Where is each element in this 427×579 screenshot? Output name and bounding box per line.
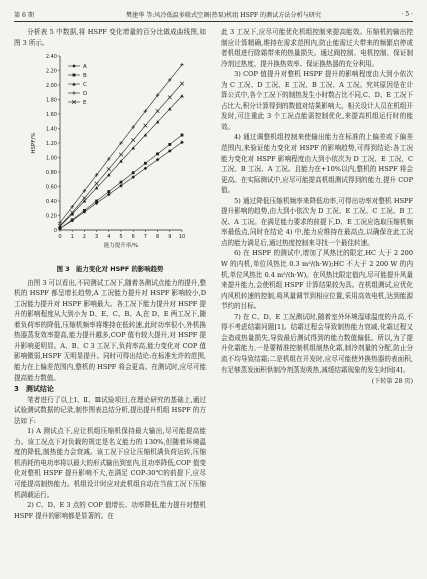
section-heading: 3 测试结论: [14, 385, 54, 394]
x-tick-label: 0: [58, 234, 62, 241]
hspf-line-chart: [14, 50, 206, 254]
figure-caption: 图 3 能力变化对 HSPF 的影响趋势: [56, 265, 164, 274]
x-tick-label: 10: [178, 234, 186, 241]
x-tick-label: 1: [70, 234, 74, 241]
series-point-b: [144, 162, 147, 165]
y-tick-label: 1.00: [45, 155, 57, 162]
legend-marker-a: [72, 64, 76, 68]
y-tick-label: 0.60: [45, 184, 57, 191]
series-point-e: [180, 82, 184, 86]
figure-3: [14, 50, 206, 262]
x-tick-label: 3: [95, 234, 99, 241]
y-axis-label: HSPF/%: [31, 132, 37, 154]
series-point-b: [83, 209, 86, 212]
series-point-b: [132, 171, 135, 174]
continued-note: (下转第 28 页): [371, 378, 413, 386]
series-point-b: [120, 181, 123, 184]
legend-marker-b: [73, 74, 76, 77]
series-point-e: [168, 96, 172, 100]
series-point-c: [180, 94, 184, 97]
series-point-b: [156, 153, 159, 156]
y-tick-label: 2.20: [45, 68, 57, 75]
x-axis-label: 能力提升率/%: [103, 243, 139, 250]
x-tick-label: 2: [82, 234, 86, 241]
series-point-b: [107, 190, 110, 193]
legend-marker-d: [72, 91, 76, 95]
y-tick-label: 2.00: [45, 82, 57, 89]
series-point-e: [107, 167, 111, 171]
y-tick-label: 0.80: [45, 169, 57, 176]
y-tick-label: 1.40: [45, 126, 57, 133]
y-tick-label: 0.20: [45, 213, 57, 220]
body-paragraph: 由图 3 可以看出,不同测试工况下,随着各测试点能力的提升,整机的 HSPF 都呈增长趋势,A 工况能力提升对 HSPF 影响较小,D 工况能力提升对 HSPF 影响最大。各工况下能力提升对 HSPF 提升的影响程度从大到小为 D、E、C、B、A,在 D、E 两工况下,随着负荷率的降低,压缩机频率将维持在低转速,此时功率很小,外机换热器蒸发效率提高,能力提升越多,COP 值有较大提升,对 HSPF 提升影响更明显。A、B、C 3 工况下,负荷率高,能力变化对 COP 值影响微弱,HSPF 无明显提升。同时可得出结论:在标准允许的范围,能力在上偏差范围内,整机的 HSPF 将会更高。在测试时,应尽可能提高能力数值。: [14, 278, 206, 382]
legend-label-e: E: [83, 100, 87, 107]
body-paragraph: 此 3 工况下,应尽可能优化机组控制来提高能效。压缩机的输出控制应计算精确,维持在需求范围内,防止能需过大带来的频繁启停或者机组进行除霜带来的热量损失。通过阀控制、电机控制、保证制冷剂过热度、提升换热效率、保证换热器的充分利用。: [221, 28, 413, 68]
series-point-b: [181, 134, 184, 137]
body-paragraph: 笔者进行了以上Ⅰ、Ⅱ、Ⅲ试验项目,在理论研究的基础上,通过试验测试数据的记录,制作图表总结分析,提出提升机组 HSPF 的方法如下:: [14, 395, 206, 425]
series-point-e: [144, 124, 148, 128]
legend-label-c: C: [83, 82, 87, 89]
series-point-b: [168, 143, 171, 146]
issue-number: 第 6 期: [14, 11, 34, 19]
y-tick-label: 1.80: [45, 97, 57, 104]
x-tick-label: 5: [119, 234, 123, 241]
series-point-e: [156, 109, 160, 113]
body-paragraph: 5) 通过降低压缩机频率来降低功率,可得出功率对整机 HSPF 提升影响的趋势,由大到小依次为 D 工况、E 工况、C 工况、B 工况、A 工况。在满足能力要求的前提下,D、E 工况应选取压缩机频率最低点,同时在结论 4) 中,能力应维持在最高点,以确保在此工况点的能力满足后,通过热度控制来寻找一个最佳转速。: [221, 196, 413, 247]
body-paragraph: 4) 通过调整机组控制来使输出能力在标准的上偏差或下偏差范围内,来验证能力变化对 HSPF 的影响趋势,可得到结论:各工况能力变化对 HSPF 影响程度由大到小依次为 D 工况、E 工况、C 工况、B 工况、A 工况。且能力在+10%以内,整机的 HSPF 将会更高。在实际测试中,应尽可能提高机组测试得到的能力,提升 COP 值。: [221, 133, 413, 195]
body-paragraph: 7) 在 C、D、E 工况测试时,随着室外环境湿球温度的升高,不得不考虑结霜问题[1]。结霜过程会导致制热能力衰减,化霜过程又会造成热量损失,导致最后测试得到的能力数值偏低。所以,为了提升化霜能力,一是要精准控制机组制热化霜,制冷剂量的分配,防止分流不均导致结霜;二是机组在开发时,应尽可能使外换热器的表面积,有足够蒸发面积供制冷剂蒸发吸热,减缓结霜现象的发生时间[4]。: [221, 312, 413, 374]
y-tick-label: 2.40: [45, 53, 57, 60]
right-column: [221, 27, 413, 388]
legend-label-b: B: [83, 73, 87, 80]
y-tick-label: 0: [53, 227, 57, 234]
x-tick-label: 9: [168, 234, 172, 241]
x-tick-label: 7: [143, 234, 147, 241]
y-tick-label: 0.40: [45, 198, 57, 205]
series-point-b: [95, 200, 98, 203]
y-tick-label: 1.20: [45, 140, 57, 147]
x-tick-label: 4: [107, 234, 111, 241]
series-point-e: [119, 153, 123, 157]
body-paragraph: 6) 在 HSPF 的测试中,增加了风热比的限定,HC 大于 2 200 W 的内机,单位风热比 0.3 m³/(h·W);HC 不大于 2 200 W 的内机,单位风热比 0.4 m³/(h·W)。在风热比限定值内,尽可能提升风量来提升能力,会使机组 HSPF 计算结果较为具。在机组测试,应优化内风机转速的控制,将风量调节到相应位置,采用高效电机,达到能源节约的目标。: [221, 249, 413, 311]
y-tick-label: 1.60: [45, 111, 57, 118]
body-paragraph: 3) COP 值提升对整机 HSPF 提升的影响程度由大到小依次为 C 工况、D 工况、E 工况、B 工况、A 工况。究其原因是在计算公式中,各个工况下的制热发生小时数占比不同,C、D、E 工况下占比大,积分计算得到的数值对结果影响大。相关设计人员在机组开发时,可注重此 3 个工况点能需控制优化,来提高机组运行时的能效。: [221, 70, 413, 131]
running-title: 樊建华 等:风冷低温多联式空调(热泵)机组 HSPF 的测试方法分析与研究: [126, 11, 321, 19]
intro-paragraph: 分析表 5 中数据,将 HSPF 变化增量的百分比做成曲线图,如图 3 所示。: [14, 28, 206, 47]
left-column: [14, 27, 206, 521]
x-tick-label: 8: [156, 234, 160, 241]
header-rule: [14, 21, 413, 22]
page-number: · 5 ·: [401, 10, 413, 18]
x-tick-label: 6: [131, 234, 135, 241]
series-point-b: [71, 219, 74, 222]
series-point-e: [95, 182, 99, 186]
legend-label-a: A: [83, 64, 87, 71]
legend-label-d: D: [83, 91, 88, 98]
running-header: [14, 8, 413, 20]
body-paragraph: 1) A 测试点下,应让机组压缩机保持最大输出,尽可能提高能力。该工况点下对负载的规定是名义能力的 130%,但随着环境温度的降低,制热能力会衰减。该工况下应让压缩机满负荷运转,压缩机消耗的电功率将以最大的形式输出到室内,且功率降低,COP 值变化对整机 HSPF 提升影响不大,在满足 COP-30℃的前提下,应尽可能提高制热能力。机组设计时应对此机组自动在当前工况下压缩机满载运行。: [14, 427, 206, 499]
series-point-e: [131, 138, 135, 142]
body-paragraph: 2) C、D、E 3 点的 COP 值增长、功率降低,能力提升对整机 HSPF 提升的影响都是显著的。在: [14, 501, 206, 520]
